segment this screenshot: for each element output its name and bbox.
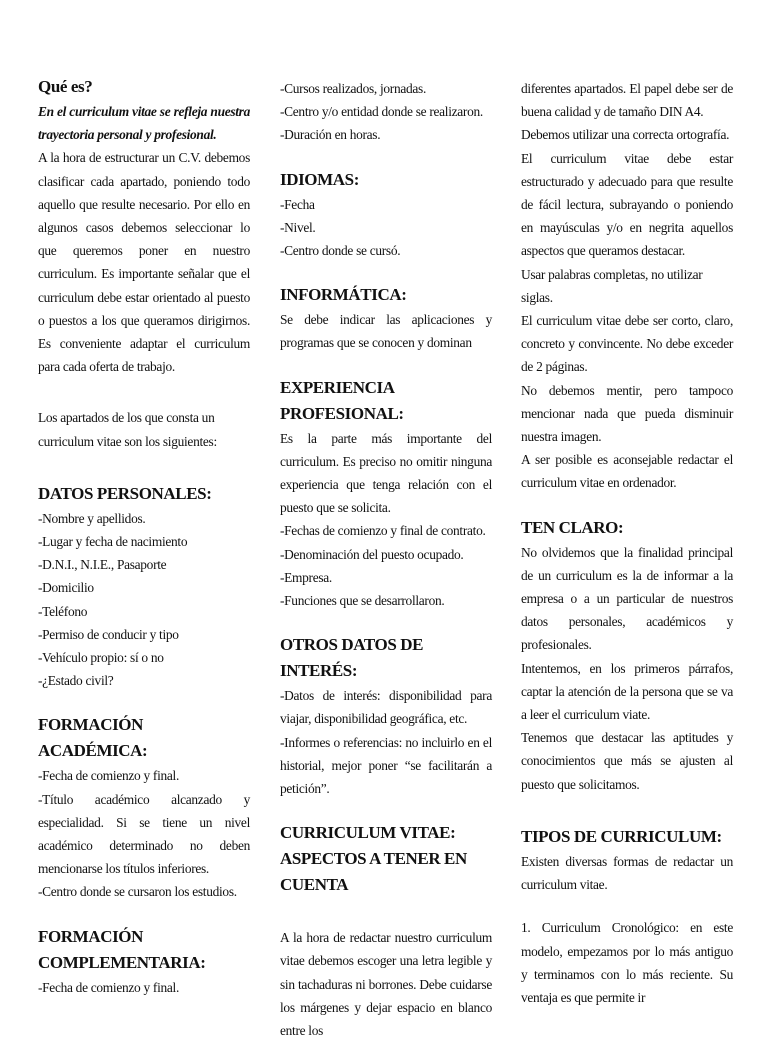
list-item: -Cursos realizados, jornadas. (280, 81, 426, 96)
list-item: -Centro donde se cursó. (280, 243, 401, 259)
paragraph: El curriculum vitae debe ser corto, claro, concreto y convincente. No debe exceder de 2 páginas. (521, 313, 733, 375)
section-title-experiencia-profesional: EXPERIENCIA PROFESIONAL: (280, 377, 404, 423)
list-item: -Empresa. (280, 569, 332, 585)
intro-paragraph: A la hora de estructurar un C.V. debemos clasificar cada apartado, poniendo todo aquello que resulte necesario. Por ello en algunos casos debemos seleccionar lo que queremos poner en nuestro curriculum. Es importante señalar que el curriculum debe estar orientado al puesto o puestos a los que queramos dirigirnos. Es conveniente adaptar el curriculum para cada oferta de trabajo. (38, 150, 250, 375)
list-item: -Nivel. (280, 219, 316, 235)
list-item: -Centro donde se cursaron los estudios. (38, 884, 237, 900)
paragraph: El curriculum vitae debe estar estructurado y adecuado para que resulte de fácil lectura, subrayando o poniendo en mayúsculas y/o en negrita aquellos aspectos que queramos destacar. (521, 150, 733, 259)
list-item: -Permiso de conducir y tipo (38, 626, 179, 642)
list-item: -Título académico alcanzado y especialidad. Si se tiene un nivel académico determinado no deben mencionarse los títulos inferiores. (38, 791, 250, 877)
column-3 (521, 77, 733, 1009)
list-item: -D.N.I., N.I.E., Pasaporte (38, 557, 167, 573)
list-item: -Fecha de comienzo y final. (38, 979, 179, 995)
section-title-otros-datos: OTROS DATOS DE INTERÉS: (280, 635, 424, 681)
list-item: -Fechas de comienzo y final de contrato. (280, 523, 486, 539)
list-item: -Domicilio (38, 580, 94, 596)
paragraph: No olvidemos que la finalidad principal de un curriculum es la de informar a la empresa o a un particular de nuestros datos personales, académicos y profesionales. (521, 544, 733, 653)
informatica-paragraph: Se debe indicar las aplicaciones y programas que se conocen y dominan (280, 312, 492, 351)
list-item: -Teléfono (38, 603, 88, 619)
section-title-informatica: INFORMÁTICA: (280, 285, 407, 305)
section-title-ten-claro: TEN CLARO: (521, 517, 624, 537)
list-item: -Denominación del puesto ocupado. (280, 546, 464, 562)
section-title-datos-personales: DATOS PERSONALES: (38, 483, 212, 503)
list-item: -Fecha (280, 196, 315, 212)
list-item: -Vehículo propio: sí o no (38, 650, 164, 666)
paragraph: 1. Curriculum Cronológico: en este modelo, empezamos por lo más antiguo y terminamos con lo más reciente. Su ventaja es que permite ir (521, 920, 733, 1005)
subtitle: En el curriculum vitae se refleja nuestra trayectoria personal y profesional. (38, 104, 250, 143)
list-item: -Nombre y apellidos. (38, 510, 146, 526)
column-2 (280, 77, 492, 1042)
list-item: -Funciones que se desarrollaron. (280, 593, 445, 609)
list-item: -Informes o referencias: no incluirlo en el historial, mejor poner “se facilitarán a petición”. (280, 734, 492, 797)
list-item: -Datos de interés: disponibilidad para viajar, disponibilidad geográfica, etc. (280, 688, 492, 727)
list-item: -¿Estado civil? (38, 673, 114, 689)
column-1 (38, 74, 250, 999)
list-item: -Lugar y fecha de nacimiento (38, 534, 188, 550)
paragraph: No debemos mentir, pero tampoco mencionar nada que pueda disminuir nuestra imagen. (521, 382, 733, 445)
section-title-idiomas: IDIOMAS: (280, 169, 359, 189)
section-title-tipos-curriculum: TIPOS DE CURRICULUM: (521, 826, 722, 846)
apartados-paragraph: Los apartados de los que consta un curriculum vitae son los siguientes: (38, 410, 217, 449)
paragraph: Existen diversas formas de redactar un curriculum vitae. (521, 853, 733, 893)
aspectos-paragraph: A la hora de redactar nuestro curriculum vitae debemos escoger una letra legible y sin tachaduras ni borrones. Debe cuidarse los márgenes y dejar espacio en blanco entre los (280, 930, 492, 1039)
section-title-formacion-academica: FORMACIÓN ACADÉMICA: (38, 715, 148, 761)
section-title-que-es: Qué es? (38, 77, 93, 96)
section-title-aspectos: CURRICULUM VITAE: ASPECTOS A TENER EN CUENTA (280, 823, 467, 895)
paragraph: Debemos utilizar una correcta ortografía. (521, 127, 730, 143)
paragraph: A ser posible es aconsejable redactar el curriculum vitae en ordenador. (521, 452, 733, 491)
paragraph: diferentes apartados. El papel debe ser de buena calidad y de tamaño DIN A4. (521, 81, 733, 120)
list-item: -Fecha de comienzo y final. (38, 768, 179, 784)
paragraph: Usar palabras completas, no utilizar siglas. (521, 266, 703, 305)
paragraph: Tenemos que destacar las aptitudes y conocimientos que más se ajusten al puesto que solicitamos. (521, 730, 733, 792)
experiencia-paragraph: Es la parte más importante del curriculum. Es preciso no omitir ninguna experiencia que tenga relación con el puesto que se solicita. (280, 430, 492, 516)
paragraph: Intentemos, en los primeros párrafos, captar la atención de la persona que se va a leer el curriculum viate. (521, 660, 733, 723)
list-item: -Duración en horas. (280, 127, 381, 143)
section-title-formacion-complementaria: FORMACIÓN COMPLEMENTARIA: (38, 926, 206, 972)
list-item: -Centro y/o entidad donde se realizaron. (280, 104, 483, 120)
